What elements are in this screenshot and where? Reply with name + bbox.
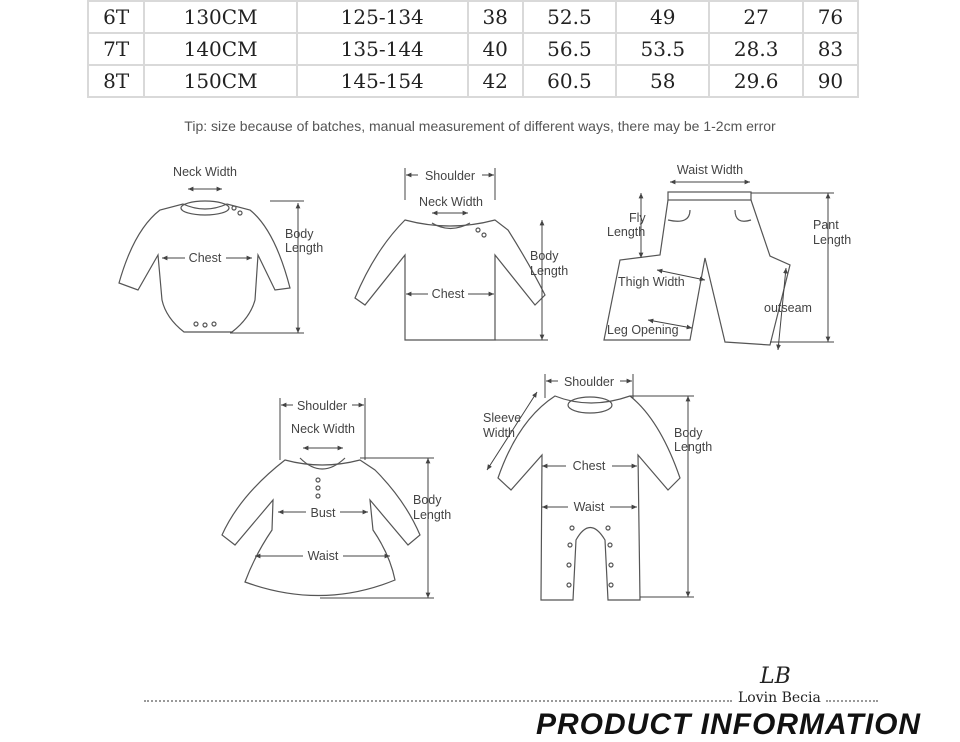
table-cell: 53.5 (616, 33, 709, 65)
table-cell: 58 (616, 65, 709, 97)
label-shoulder: Shoulder (563, 375, 615, 389)
label-chest: Chest (431, 287, 465, 301)
label-waist: Waist (573, 500, 605, 514)
label-pant-length: Length (813, 233, 852, 247)
label-length: Length (285, 241, 324, 255)
shirt-diagram (355, 220, 545, 340)
label-neck-width: Neck Width (419, 195, 483, 209)
label-fly: Fly (629, 211, 646, 225)
label-body: Body (530, 249, 559, 263)
table-cell: 29.6 (709, 65, 802, 97)
label-length: Length (674, 440, 713, 454)
label-fly-length: Length (607, 225, 646, 239)
label-sleeve-width: Width (483, 426, 515, 440)
table-row (88, 33, 858, 65)
label-shoulder: Shoulder (424, 169, 476, 183)
table-cell: 145-154 (297, 65, 468, 97)
divider-right (826, 700, 878, 702)
measurement-diagrams (0, 140, 960, 620)
table-cell: 90 (803, 65, 858, 97)
label-length: Length (413, 508, 452, 522)
label-thigh-width: Thigh Width (618, 275, 685, 289)
section-heading: PRODUCT INFORMATION (536, 708, 922, 741)
table-cell: 40 (468, 33, 523, 65)
label-length: Length (530, 264, 569, 278)
romper-diagram (498, 396, 680, 600)
table-cell: 8T (88, 65, 144, 97)
table-cell: 135-144 (297, 33, 468, 65)
label-waist: Waist (307, 549, 339, 563)
size-table (87, 0, 859, 98)
label-body: Body (674, 426, 703, 440)
label-body: Body (285, 227, 314, 241)
table-row (88, 1, 858, 33)
brand-name: Lovin Becia (738, 690, 821, 706)
label-leg-opening: Leg Opening (607, 323, 679, 337)
table-cell: 7T (88, 33, 144, 65)
label-bust: Bust (310, 506, 336, 520)
table-cell: 150CM (144, 65, 296, 97)
label-neck-width: Neck Width (173, 165, 237, 179)
label-neck-width: Neck Width (291, 422, 355, 436)
label-chest: Chest (188, 251, 222, 265)
dress-diagram (222, 458, 420, 596)
table-cell: 49 (616, 1, 709, 33)
table-cell: 27 (709, 1, 802, 33)
measurement-tip: Tip: size because of batches, manual measurement of different ways, there may be 1-2cm error (184, 118, 776, 134)
table-cell: 42 (468, 65, 523, 97)
table-cell: 140CM (144, 33, 296, 65)
table-row (88, 65, 858, 97)
divider-left (144, 700, 732, 702)
table-cell: 38 (468, 1, 523, 33)
table-cell: 125-134 (297, 1, 468, 33)
table-cell: 6T (88, 1, 144, 33)
table-cell: 52.5 (523, 1, 616, 33)
table-cell: 28.3 (709, 33, 802, 65)
label-chest: Chest (572, 459, 606, 473)
bodysuit-diagram (119, 201, 290, 332)
table-cell: 60.5 (523, 65, 616, 97)
label-outseam: outseam (764, 301, 812, 315)
label-body: Body (413, 493, 442, 507)
label-waist-width: Waist Width (676, 163, 744, 177)
table-cell: 56.5 (523, 33, 616, 65)
label-sleeve: Sleeve (483, 411, 522, 425)
table-cell: 76 (803, 1, 858, 33)
brand-logo: LB (760, 664, 791, 689)
table-cell: 83 (803, 33, 858, 65)
label-pant: Pant (813, 218, 839, 232)
label-shoulder: Shoulder (296, 399, 348, 413)
table-cell: 130CM (144, 1, 296, 33)
